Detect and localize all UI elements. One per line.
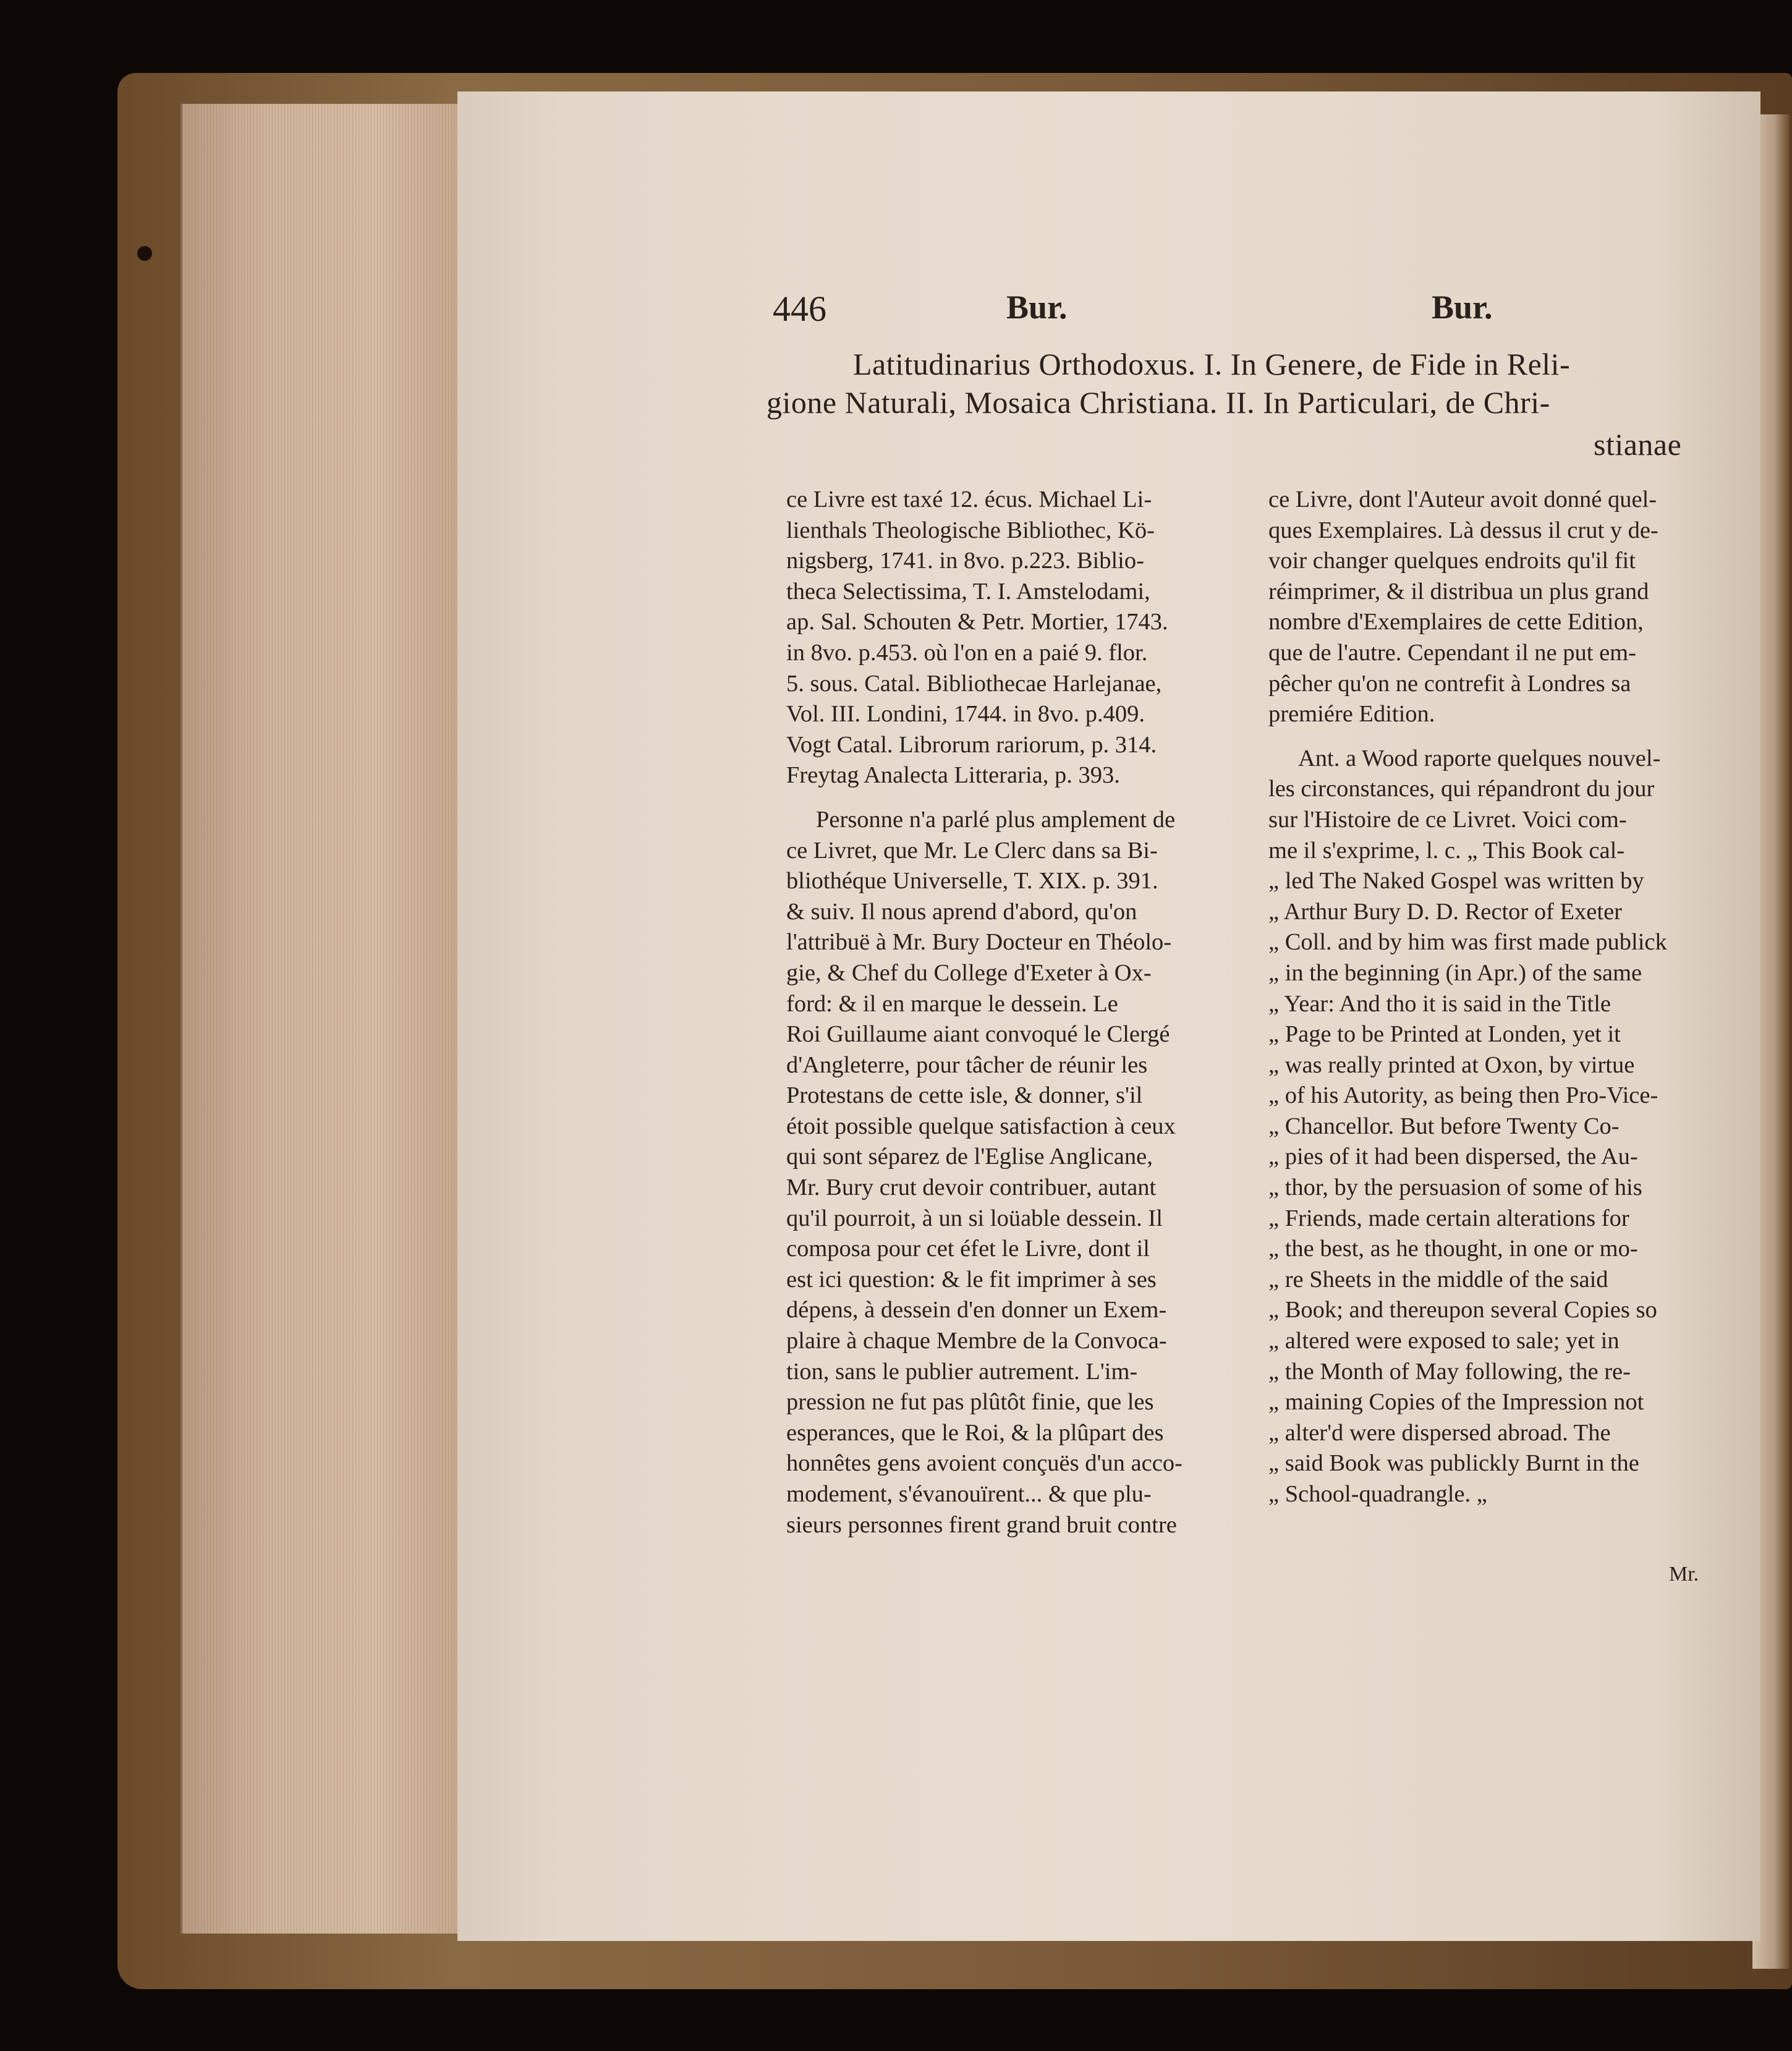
text-line: d'Angleterre, pour tâcher de réunir les bbox=[786, 1051, 1148, 1078]
text-line: modement, s'évanouïrent... & que plu- bbox=[786, 1481, 1152, 1507]
text-line: premiére Edition. bbox=[1268, 701, 1435, 728]
text-line: ques Exemplaires. Là dessus il crut y de- bbox=[1268, 517, 1658, 543]
text-line: Vol. III. Londini, 1744. in 8vo. p.409. bbox=[786, 701, 1145, 728]
text-line: Personne n'a parlé plus amplement de bbox=[816, 806, 1176, 833]
text-line: Protestans de cette isle, & donner, s'il bbox=[786, 1082, 1143, 1109]
text-line: „ the Month of May following, the re- bbox=[1268, 1358, 1631, 1385]
page-block-edges bbox=[180, 104, 459, 1934]
text-line: Roi Guillaume aiant convoqué le Clergé bbox=[786, 1021, 1170, 1048]
text-line: „ Coll. and by him was first made publick bbox=[1268, 929, 1667, 956]
paragraph-gap bbox=[1268, 730, 1733, 744]
text-line: l'attribuë à Mr. Bury Docteur en Théolo- bbox=[786, 929, 1172, 956]
text-line: „ Book; and thereupon several Copies so bbox=[1268, 1297, 1657, 1323]
running-head-right: Bur. bbox=[1432, 289, 1493, 326]
running-head-left: Bur. bbox=[1006, 289, 1068, 326]
text-line: Mr. Bury crut devoir contribuer, autant bbox=[786, 1174, 1157, 1201]
title-line-2: gione Naturali, Mosaica Christiana. II. In Particulari, de Chri- bbox=[766, 385, 1550, 420]
text-line: honnêtes gens avoient conçuës d'un acco- bbox=[786, 1450, 1183, 1477]
text-line: réimprimer, & il distribua un plus grand bbox=[1268, 578, 1649, 605]
text-line: composa pour cet éfet le Livre, dont il bbox=[786, 1236, 1150, 1262]
text-line: „ altered were exposed to sale; yet in bbox=[1268, 1328, 1620, 1354]
text-line: „ maining Copies of the Impression not bbox=[1268, 1389, 1644, 1416]
text-line: „ was really printed at Oxon, by virtue bbox=[1268, 1051, 1635, 1078]
text-line: étoit possible quelque satisfaction à ceux bbox=[786, 1113, 1176, 1139]
text-line: theca Selectissima, T. I. Amstelodami, bbox=[786, 578, 1150, 605]
text-line: ford: & il en marque le dessein. Le bbox=[786, 990, 1118, 1017]
text-line: ce Livret, que Mr. Le Clerc dans sa Bi- bbox=[786, 837, 1158, 864]
text-line: „ of his Autority, as being then Pro-Vice- bbox=[1268, 1082, 1658, 1109]
title-line-1: Latitudinarius Orthodoxus. I. In Genere, de Fide in Reli- bbox=[853, 347, 1571, 381]
text-line: & suiv. Il nous aprend d'abord, qu'on bbox=[786, 898, 1137, 925]
text-line: „ thor, by the persuasion of some of his bbox=[1268, 1174, 1642, 1201]
text-line: les circonstances, qui répandront du jour bbox=[1268, 776, 1655, 802]
text-line: voir changer quelques endroits qu'il fit bbox=[1268, 548, 1636, 574]
text-line: ce Livre est taxé 12. écus. Michael Li- bbox=[786, 486, 1152, 512]
text-line: tion, sans le publier autrement. L'im- bbox=[786, 1358, 1138, 1385]
text-line: „ the best, as he thought, in one or mo- bbox=[1268, 1236, 1638, 1262]
right-column bbox=[1268, 485, 1733, 1510]
text-line: ce Livre, dont l'Auteur avoit donné quel- bbox=[1268, 486, 1657, 512]
text-line: „ in the beginning (in Apr.) of the same bbox=[1268, 959, 1642, 986]
text-line: „ Page to be Printed at Londen, yet it bbox=[1268, 1021, 1621, 1048]
text-line: esperances, que le Roi, & la plûpart des bbox=[786, 1419, 1164, 1446]
text-line: 5. sous. Catal. Bibliothecae Harlejanae, bbox=[786, 670, 1162, 697]
text-line: in 8vo. p.453. où l'on en a paié 9. flor. bbox=[786, 639, 1148, 666]
text-line: que de l'autre. Cependant il ne put em- bbox=[1268, 639, 1636, 666]
text-line: „ said Book was publickly Burnt in the bbox=[1268, 1450, 1639, 1477]
text-line: pêcher qu'on ne contrefit à Londres sa bbox=[1268, 670, 1631, 697]
page-number: 446 bbox=[773, 289, 826, 329]
title-line-3: stianae bbox=[1594, 427, 1682, 462]
text-line: „ re Sheets in the middle of the said bbox=[1268, 1266, 1608, 1293]
text-line: nigsberg, 1741. in 8vo. p.223. Biblio- bbox=[786, 548, 1144, 574]
text-line: ap. Sal. Schouten & Petr. Mortier, 1743. bbox=[786, 609, 1168, 635]
text-line: „ Friends, made certain alterations for bbox=[1268, 1205, 1629, 1231]
text-line: sieurs personnes firent grand bruit contre bbox=[786, 1511, 1177, 1538]
paragraph-gap bbox=[786, 791, 1249, 805]
text-line: Freytag Analecta Litteraria, p. 393. bbox=[786, 762, 1120, 789]
text-line: pression ne fut pas plûtôt finie, que les bbox=[786, 1389, 1154, 1416]
text-line: est ici question: & le fit imprimer à ses bbox=[786, 1266, 1157, 1293]
catchword: Mr. bbox=[1669, 1563, 1699, 1586]
book-page bbox=[457, 91, 1760, 1941]
text-line: dépens, à dessein d'en donner un Exem- bbox=[786, 1297, 1167, 1323]
cover-nail-mark bbox=[137, 246, 152, 261]
text-line: „ alter'd were dispersed abroad. The bbox=[1268, 1419, 1611, 1446]
text-line: „ led The Naked Gospel was written by bbox=[1268, 868, 1644, 894]
text-line: nombre d'Exemplaires de cette Edition, bbox=[1268, 609, 1644, 635]
text-line: gie, & Chef du College d'Exeter à Ox- bbox=[786, 959, 1152, 986]
text-line: me il s'exprime, l. c. „ This Book cal- bbox=[1268, 837, 1625, 864]
text-line: plaire à chaque Membre de la Convoca- bbox=[786, 1328, 1167, 1354]
left-column bbox=[786, 485, 1249, 1540]
text-line: „ Arthur Bury D. D. Rector of Exeter bbox=[1268, 898, 1622, 925]
text-line: sur l'Histoire de ce Livret. Voici com- bbox=[1268, 806, 1627, 833]
text-line: „ Year: And tho it is said in the Title bbox=[1268, 990, 1612, 1017]
text-line: „ Chancellor. But before Twenty Co- bbox=[1268, 1113, 1620, 1139]
text-line: bliothéque Universelle, T. XIX. p. 391. bbox=[786, 868, 1158, 894]
text-line: Vogt Catal. Librorum rariorum, p. 314. bbox=[786, 731, 1157, 758]
text-line: qu'il pourroit, à un si loüable dessein. Il bbox=[786, 1205, 1163, 1231]
text-line: lienthals Theologische Bibliothec, Kö- bbox=[786, 517, 1155, 543]
text-line: „ School-quadrangle. „ bbox=[1268, 1481, 1487, 1507]
text-line: „ pies of it had been dispersed, the Au- bbox=[1268, 1144, 1638, 1170]
text-line: Ant. a Wood raporte quelques nouvel- bbox=[1298, 745, 1661, 771]
text-line: qui sont séparez de l'Eglise Anglicane, bbox=[786, 1144, 1153, 1170]
